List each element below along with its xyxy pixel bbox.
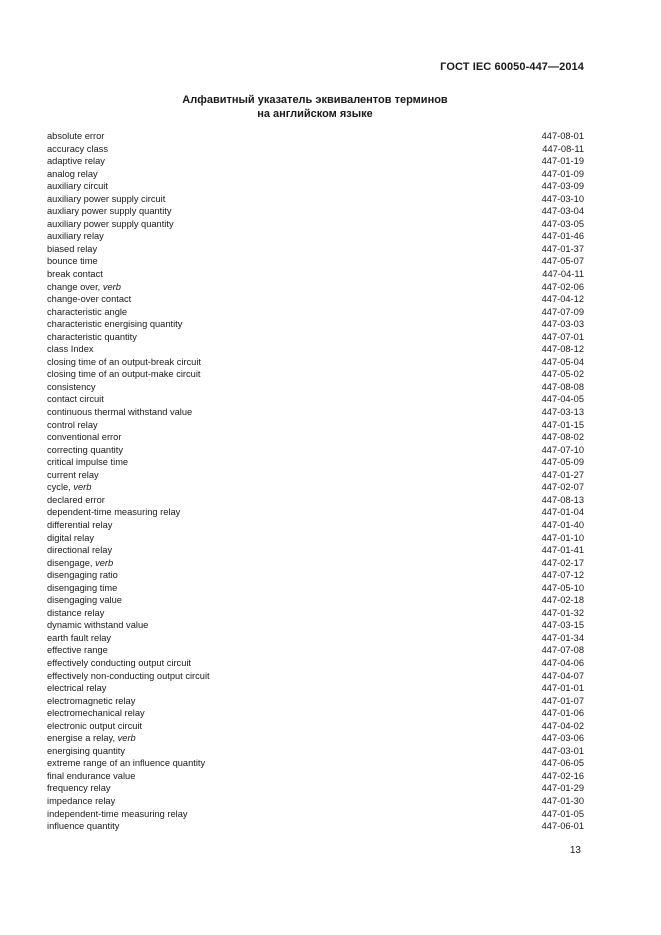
index-term-code: 447-02-18: [541, 595, 584, 606]
index-term-text: auxiliary relay: [47, 231, 104, 242]
index-entry: [47, 431, 584, 444]
index-term-code: 447-01-30: [541, 795, 584, 806]
index-title-line1: Алфавитный указатель эквивалентов терминов: [182, 94, 448, 106]
index-term-code: 447-07-01: [541, 331, 584, 342]
index-entry: [47, 506, 584, 519]
index-term: [47, 368, 200, 381]
index-entry: [47, 143, 584, 156]
index-entry: [47, 544, 584, 557]
index-term-code: 447-03-13: [541, 407, 584, 418]
index-entry: [47, 745, 584, 758]
index-term-code: 447-01-04: [541, 507, 584, 518]
index-term: [47, 281, 121, 294]
index-entry: [47, 419, 584, 432]
index-term-code: 447-01-41: [541, 545, 584, 556]
index-term-code: 447-06-01: [541, 821, 584, 832]
index-term-code: 447-01-32: [541, 607, 584, 618]
index-term-code: 447-01-10: [541, 532, 584, 543]
index-term-text: dynamic withstand value: [47, 620, 149, 631]
index-term: [47, 494, 105, 507]
index-term-text: electromagnetic relay: [47, 695, 136, 706]
index-term: [47, 155, 105, 168]
index-entry: [47, 406, 584, 419]
index-term-text: digital relay: [47, 532, 95, 543]
index-term-code: 447-01-19: [541, 156, 584, 167]
index-term-text: directional relay: [47, 545, 113, 556]
index-term-text: electrical relay: [47, 683, 107, 694]
index-term-text: accuracy class: [47, 143, 108, 154]
index-entry: [47, 456, 584, 469]
index-term-text: effective range: [47, 645, 108, 656]
index-entry: [47, 820, 584, 833]
index-entry: [47, 469, 584, 482]
index-term-code: 447-05-04: [541, 356, 584, 367]
index-term-text: energise a relay,: [47, 733, 118, 744]
index-term-text: disengage,: [47, 557, 96, 568]
index-entry: [47, 569, 584, 582]
index-term: [47, 632, 111, 645]
index-term-code: 447-04-11: [542, 269, 584, 280]
index-term: [47, 594, 122, 607]
index-term-code: 447-07-10: [541, 444, 584, 455]
index-term: [47, 481, 91, 494]
index-term: [47, 230, 104, 243]
index-term: [47, 130, 104, 143]
index-term: [47, 682, 106, 695]
index-term-text: influence quantity: [47, 821, 120, 832]
index-term-text: correcting quantity: [47, 444, 123, 455]
index-term: [47, 343, 94, 356]
index-entry: [47, 619, 584, 632]
index-entry: [47, 381, 584, 394]
index-term-text: dependent-time measuring relay: [47, 507, 181, 518]
index-term: [47, 456, 128, 469]
index-term-grammar-note: verb: [73, 482, 92, 493]
index-entry: [47, 557, 584, 570]
index-term: [47, 720, 142, 733]
index-entry: [47, 519, 584, 532]
index-term: [47, 569, 118, 582]
index-term-text: disengaging value: [47, 595, 122, 606]
index-term: [47, 519, 112, 532]
index-term-grammar-note: verb: [95, 557, 114, 568]
index-term-text: electronic output circuit: [47, 720, 143, 731]
index-entry: [47, 393, 584, 406]
index-term-text: characteristic energising quantity: [47, 319, 183, 330]
index-term: [47, 243, 97, 256]
index-term-code: 447-03-10: [541, 193, 584, 204]
index-entry: [47, 670, 584, 683]
index-term-text: class Index: [47, 344, 94, 355]
page-number: 13: [569, 845, 581, 856]
index-term: [47, 180, 108, 193]
index-term: [47, 782, 111, 795]
index-term: [47, 406, 192, 419]
index-entry: [47, 318, 584, 331]
index-term-code: 447-04-05: [541, 394, 584, 405]
index-entry: [47, 532, 584, 545]
index-entry: [47, 155, 584, 168]
index-term: [47, 268, 103, 281]
index-term-code: 447-04-12: [541, 294, 584, 305]
index-term-text: closing time of an output-break circuit: [47, 356, 201, 367]
index-term: [47, 318, 182, 331]
index-term-text: auxiliary power supply circuit: [47, 193, 166, 204]
index-term-text: critical impulse time: [47, 457, 129, 468]
index-entry: [47, 782, 584, 795]
index-term-code: 447-03-04: [541, 206, 584, 217]
index-term-code: 447-01-06: [541, 708, 584, 719]
index-term-code: 447-04-02: [541, 720, 584, 731]
index-term-text: break contact: [47, 269, 103, 280]
index-term-code: 447-08-02: [541, 432, 584, 443]
index-term-text: distance relay: [47, 607, 105, 618]
index-term-code: 447-01-40: [541, 519, 584, 530]
index-term: [47, 757, 205, 770]
index-term-code: 447-05-07: [541, 256, 584, 267]
index-term-text: current relay: [47, 469, 99, 480]
index-entry: [47, 343, 584, 356]
index-term-code: 447-07-09: [541, 306, 584, 317]
index-entry: [47, 607, 584, 620]
index-term-code: 447-05-09: [541, 457, 584, 468]
index-term-code: 447-01-09: [541, 168, 584, 179]
index-term-text: disengaging time: [47, 582, 118, 593]
index-term-code: 447-08-13: [541, 494, 584, 505]
index-term-code: 447-03-09: [541, 181, 584, 192]
index-entry: [47, 644, 584, 657]
index-term: [47, 770, 135, 783]
index-term: [47, 808, 188, 821]
index-term: [47, 419, 98, 432]
index-term-text: earth fault relay: [47, 632, 112, 643]
index-term: [47, 381, 96, 394]
index-term-code: 447-08-08: [541, 381, 584, 392]
index-entry: [47, 732, 584, 745]
index-term-code: 447-01-27: [541, 469, 584, 480]
index-term-code: 447-06-05: [541, 758, 584, 769]
index-term-text: control relay: [47, 419, 98, 430]
index-entry: [47, 180, 584, 193]
index-term: [47, 356, 201, 369]
index-term: [47, 205, 172, 218]
index-term-text: conventional error: [47, 432, 122, 443]
index-term-text: analog relay: [47, 168, 98, 179]
index-term: [47, 670, 210, 683]
index-term-code: 447-01-05: [541, 808, 584, 819]
index-term: [47, 619, 148, 632]
index-entry: [47, 594, 584, 607]
index-term: [47, 293, 131, 306]
index-term-code: 447-01-29: [541, 783, 584, 794]
index-term-code: 447-08-12: [541, 344, 584, 355]
index-entry: [47, 255, 584, 268]
index-term-code: 447-01-01: [541, 683, 584, 694]
index-entry: [47, 306, 584, 319]
index-term-code: 447-03-03: [541, 319, 584, 330]
index-term: [47, 707, 145, 720]
index-entry: [47, 368, 584, 381]
index-term-text: disengaging ratio: [47, 570, 118, 581]
index-term-grammar-note: verb: [117, 733, 136, 744]
index-term: [47, 695, 135, 708]
index-term: [47, 745, 125, 758]
index-term-text: biased relay: [47, 243, 98, 254]
index-term-text: auxiliary circuit: [47, 181, 108, 192]
index-term-code: 447-03-15: [541, 620, 584, 631]
index-term-text: effectively non-conducting output circuit: [47, 670, 210, 681]
index-term-text: consistency: [47, 381, 96, 392]
index-entry: [47, 657, 584, 670]
index-term: [47, 255, 98, 268]
index-term-code: 447-03-06: [541, 733, 584, 744]
index-term: [47, 168, 98, 181]
index-term-code: 447-01-34: [541, 632, 584, 643]
index-entry: [47, 243, 584, 256]
index-term: [47, 582, 117, 595]
index-entry: [47, 757, 584, 770]
index-term-text: differential relay: [47, 519, 113, 530]
index-entry: [47, 168, 584, 181]
index-entry: [47, 770, 584, 783]
index-entry: [47, 481, 584, 494]
index-entry: [47, 205, 584, 218]
index-term: [47, 444, 123, 457]
index-term-code: 447-01-46: [541, 231, 584, 242]
index-term-code: 447-05-02: [541, 369, 584, 380]
index-term-text: characteristic angle: [47, 306, 128, 317]
index-term-code: 447-01-37: [541, 243, 584, 254]
index-entry: [47, 193, 584, 206]
index-title-line2: на английском языке: [257, 108, 373, 120]
index-term: [47, 306, 127, 319]
index-term-text: absolute error: [47, 131, 105, 141]
index-term-code: 447-08-01: [541, 131, 584, 141]
standard-code: ГОСТ IEC 60050-447—2014: [440, 61, 584, 73]
index-term-code: 447-01-15: [541, 419, 584, 430]
index-term-code: 447-02-07: [541, 482, 584, 493]
index-term: [47, 469, 99, 482]
index-entry: [47, 682, 584, 695]
index-term-code: 447-02-16: [541, 770, 584, 781]
index-term-code: 447-08-11: [542, 143, 584, 154]
index-term: [47, 657, 191, 670]
index-term-text: closing time of an output-make circuit: [47, 369, 201, 380]
index-term-grammar-note: verb: [102, 281, 121, 292]
index-term-text: auxliary power supply quantity: [47, 206, 172, 217]
index-entry: [47, 268, 584, 281]
index-term: [47, 193, 165, 206]
index-term: [47, 732, 136, 745]
index-term-text: characteristic quantity: [47, 331, 137, 342]
index-term-code: 447-07-08: [541, 645, 584, 656]
index-term-code: 447-01-07: [541, 695, 584, 706]
index-term: [47, 820, 119, 833]
index-term-text: change over,: [47, 281, 103, 292]
index-entry: [47, 356, 584, 369]
index-term: [47, 544, 112, 557]
index-entry: [47, 293, 584, 306]
index-term-code: 447-05-10: [541, 582, 584, 593]
index-entry: [47, 130, 584, 143]
index-term-text: contact circuit: [47, 394, 104, 405]
index-entry: [47, 695, 584, 708]
index-term-text: energising quantity: [47, 745, 126, 756]
index-term-text: bounce time: [47, 256, 98, 267]
index-term: [47, 532, 94, 545]
index-entry: [47, 331, 584, 344]
index-term: [47, 607, 104, 620]
index-term-text: frequency relay: [47, 783, 111, 794]
index-term-text: independent-time measuring relay: [47, 808, 188, 819]
index-entry: [47, 632, 584, 645]
index-entry: [47, 494, 584, 507]
index-term: [47, 431, 121, 444]
index-term: [47, 331, 137, 344]
index-entry: [47, 444, 584, 457]
index-term-text: final endurance value: [47, 770, 136, 781]
index-term-text: electromechanical relay: [47, 708, 145, 719]
index-term: [47, 644, 108, 657]
index-entry: [47, 720, 584, 733]
term-index-list: [47, 130, 584, 833]
index-entry: [47, 808, 584, 821]
index-term-code: 447-04-06: [541, 657, 584, 668]
index-term-text: impedance relay: [47, 795, 116, 806]
index-term-code: 447-07-12: [541, 570, 584, 581]
index-term: [47, 393, 104, 406]
index-term: [47, 506, 180, 519]
index-term-text: cycle,: [47, 482, 74, 493]
index-term-text: extreme range of an influence quantity: [47, 758, 206, 769]
index-term-text: declared error: [47, 494, 105, 505]
index-term-text: change-over contact: [47, 294, 132, 305]
index-entry: [47, 582, 584, 595]
index-term-code: 447-02-17: [541, 557, 584, 568]
index-term-text: auxiliary power supply quantity: [47, 218, 174, 229]
index-entry: [47, 795, 584, 808]
index-entry: [47, 230, 584, 243]
index-term: [47, 143, 108, 156]
index-term-text: adaptive relay: [47, 156, 105, 167]
index-term-code: 447-02-06: [541, 281, 584, 292]
index-term: [47, 218, 174, 231]
index-entry: [47, 281, 584, 294]
index-term: [47, 795, 115, 808]
index-title: [0, 93, 630, 121]
index-term-code: 447-03-01: [541, 745, 584, 756]
index-term: [47, 557, 113, 570]
index-term-text: effectively conducting output circuit: [47, 657, 192, 668]
index-term-code: 447-03-05: [541, 218, 584, 229]
index-entry: [47, 218, 584, 231]
index-term-text: continuous thermal withstand value: [47, 407, 193, 418]
index-term-code: 447-04-07: [541, 670, 584, 681]
index-entry: [47, 707, 584, 720]
